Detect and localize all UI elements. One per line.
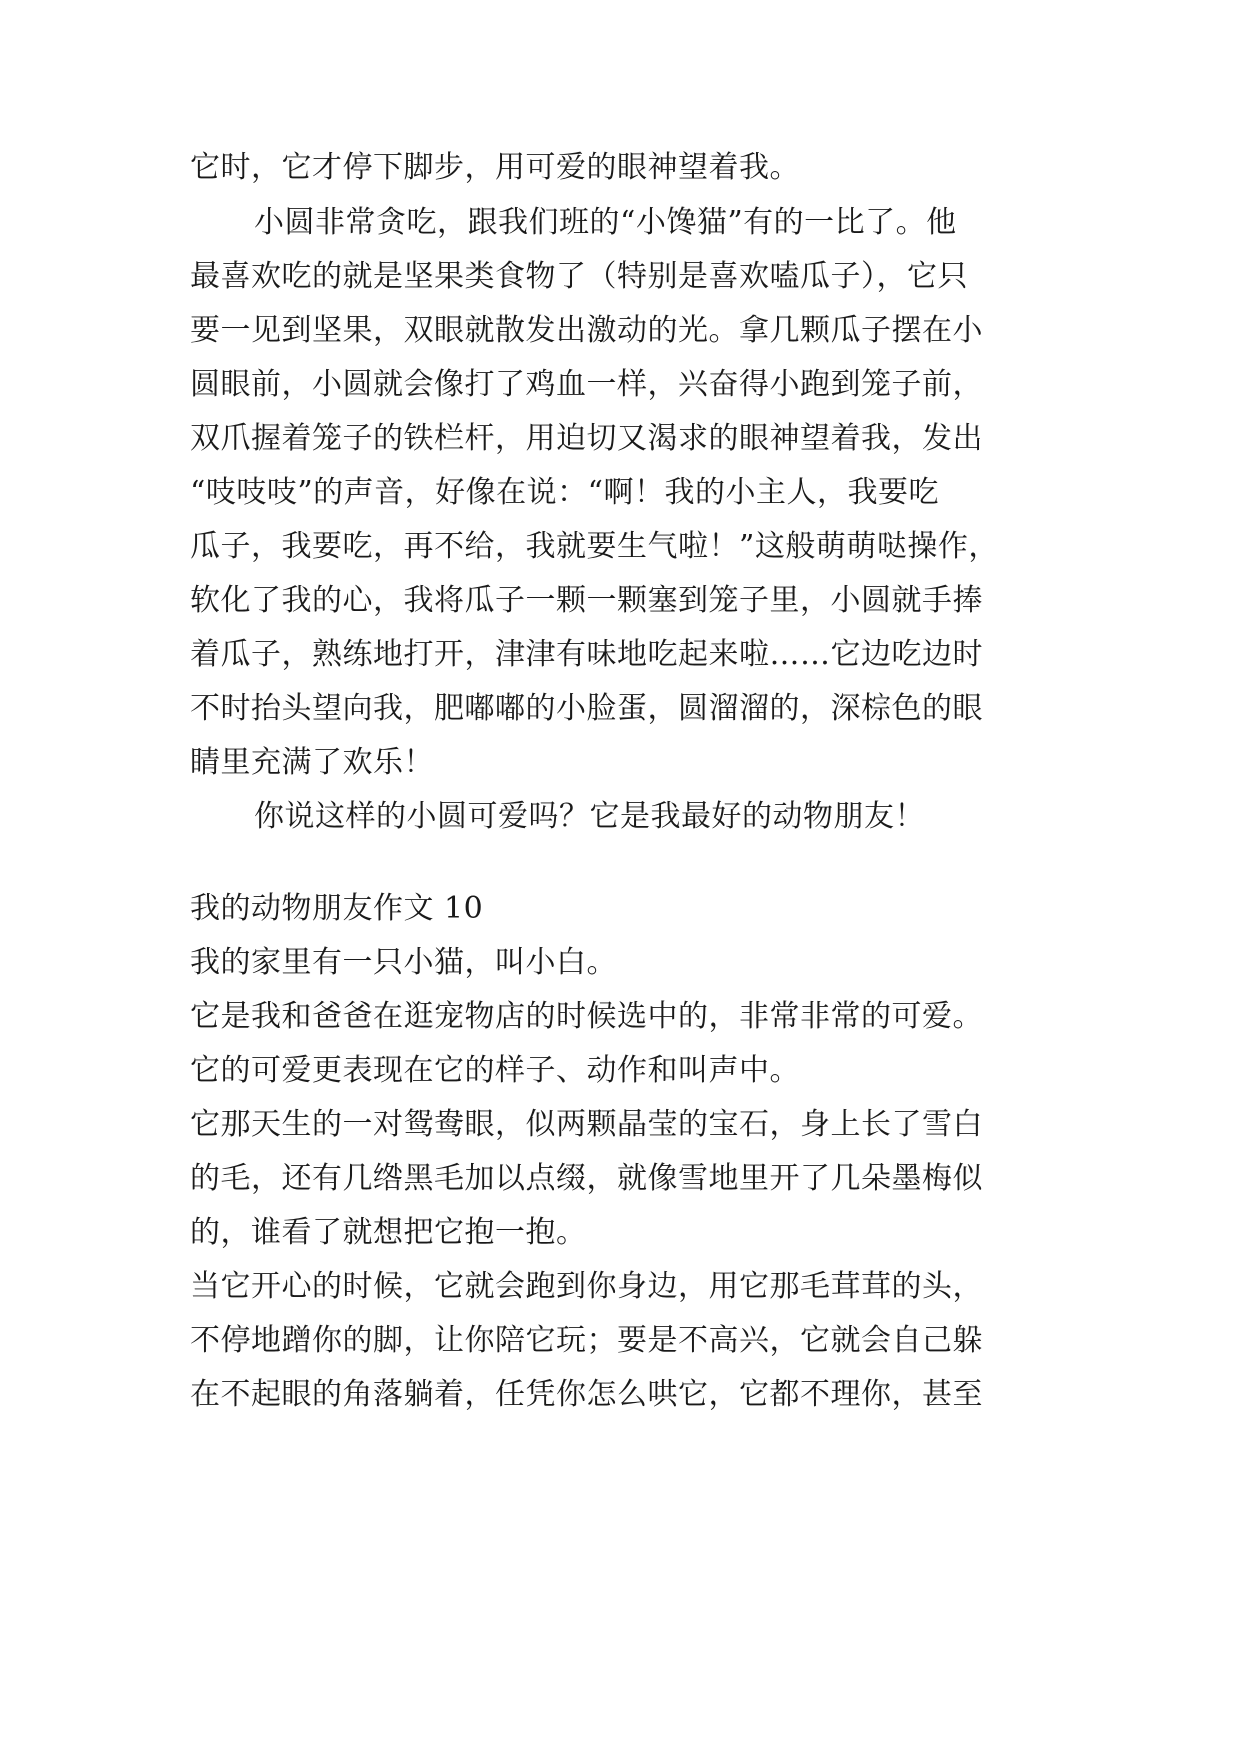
text-line: 我的家里有一只小猫，叫小白。: [190, 945, 617, 980]
text-line: 瓜子，我要吃，再不给，我就要生气啦！”这般萌萌哒操作，: [190, 529, 999, 564]
text-line: 它的可爱更表现在它的样子、动作和叫声中。: [190, 1053, 800, 1088]
text-line: 最喜欢吃的就是坚果类食物了（特别是喜欢嗑瓜子），它只: [190, 259, 968, 294]
section-heading: 我的动物朋友作文 10: [190, 891, 484, 926]
text-line: 它时，它才停下脚步，用可爱的眼神望着我。: [190, 150, 800, 185]
text-line: 的，谁看了就想把它抱一抱。: [190, 1215, 587, 1250]
text-line: 不时抬头望向我，肥嘟嘟的小脸蛋，圆溜溜的，深棕色的眼: [190, 691, 983, 726]
text-line: 当它开心的时候，它就会跑到你身边，用它那毛茸茸的头，: [190, 1269, 983, 1304]
text-line: 睛里充满了欢乐！: [190, 745, 434, 780]
text-line: 着瓜子，熟练地打开，津津有味地吃起来啦……它边吃边时: [190, 637, 983, 672]
text-line: 你说这样的小圆可爱吗？它是我最好的动物朋友！: [254, 799, 925, 834]
text-line: 它那天生的一对鸳鸯眼，似两颗晶莹的宝石，身上长了雪白: [190, 1107, 983, 1142]
text-line: 不停地蹭你的脚，让你陪它玩；要是不高兴，它就会自己躲: [190, 1323, 983, 1358]
text-line: 小圆非常贪吃，跟我们班的“小馋猫”有的一比了。他: [254, 205, 957, 240]
text-line: 双爪握着笼子的铁栏杆，用迫切又渴求的眼神望着我，发出: [190, 421, 983, 456]
text-line: 软化了我的心，我将瓜子一颗一颗塞到笼子里，小圆就手捧: [190, 583, 983, 618]
text-line: “吱吱吱”的声音，好像在说：“啊！我的小主人，我要吃: [190, 475, 940, 510]
text-line: 在不起眼的角落躺着，任凭你怎么哄它，它都不理你，甚至: [190, 1377, 983, 1412]
text-line: 它是我和爸爸在逛宠物店的时候选中的，非常非常的可爱。: [190, 999, 983, 1034]
text-line: 的毛，还有几绺黑毛加以点缀，就像雪地里开了几朵墨梅似: [190, 1161, 983, 1196]
text-line: 要一见到坚果，双眼就散发出激动的光。拿几颗瓜子摆在小: [190, 313, 983, 348]
text-line: 圆眼前，小圆就会像打了鸡血一样，兴奋得小跑到笼子前，: [190, 367, 983, 402]
